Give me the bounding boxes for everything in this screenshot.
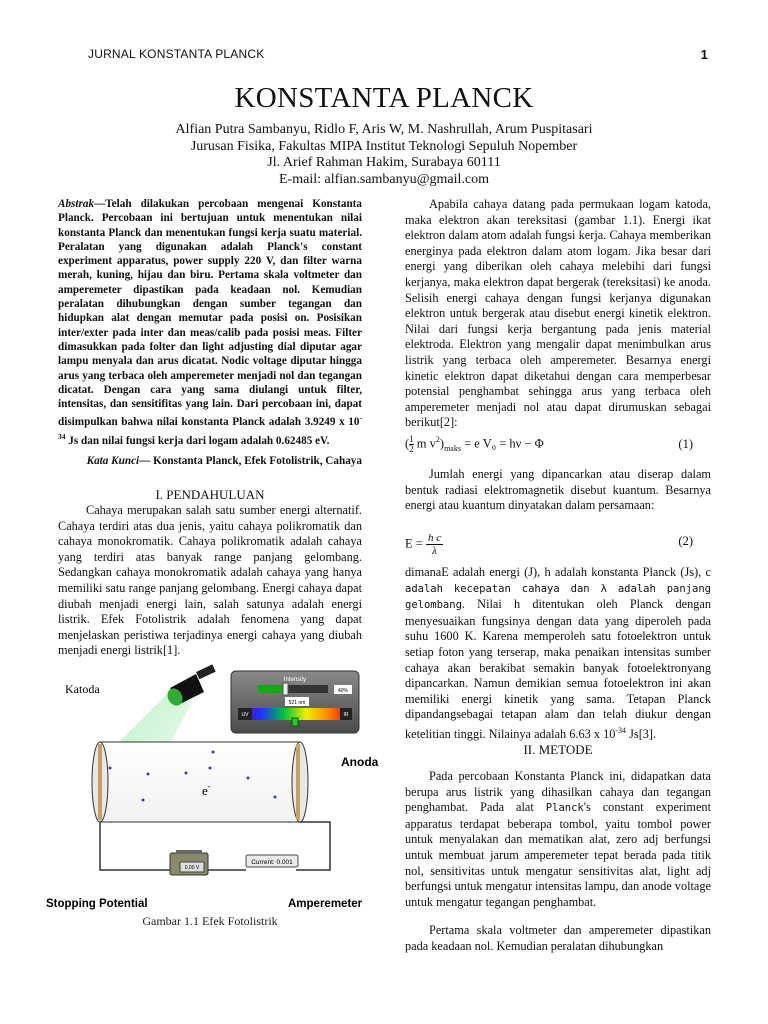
page-number: 1	[700, 47, 708, 62]
figure-caption: Gambar 1.1 Efek Fotolistrik	[142, 914, 278, 928]
ir-label: IR	[343, 712, 349, 718]
paragraph-planck: dimanaE adalah energi (J), h adalah konstanta Planck (Js), c adalah kecepatan cahaya dan λ adalah panjang gelombang. Nilai h ditentukan oleh Planck dengan menyesuaikan fungsinya dengan data yang diperoleh pada suhu 1600 K. Karena memperoleh satu fotoelektron untuk setiap foton yang terserap, maka penaikan intensitas sumber cahaya akan berakibat semakin banyak fotoelektronyang dipancarkan. Namun demikian semua fotoelektron ini akan memiliki energi kinetik yang sama. Tetapan Planck dipandangsebagai tetapan alam dan telah diukur dengan ketelitian tinggi. Nilainya adalah 6.63 x $10^{-34}$ Js[3].	[405, 565, 711, 742]
keywords-label: Kata Kunci	[86, 455, 140, 467]
email: E-mail: alfian.sambanyu@gmail.com	[279, 171, 489, 187]
keywords-text: — Konstanta Planck, Efek Fotolistrik, Cahaya	[139, 455, 362, 467]
electron-label: e-	[202, 782, 211, 798]
equation-1	[405, 435, 711, 455]
vacuum-tube	[92, 742, 308, 822]
label-anoda: Anoda	[341, 755, 379, 769]
equation-2-number: (2)	[678, 534, 693, 548]
running-header	[88, 47, 708, 63]
abstract	[58, 197, 362, 448]
label-katoda: Katoda	[65, 682, 100, 696]
battery-icon	[170, 850, 208, 875]
intensity-slider-handle[interactable]	[283, 683, 288, 695]
intro-paragraph: Cahaya merupakan salah satu sumber energi alternatif. Cahaya terdiri atas dua jenis, yaitu cahaya polikromatik dan cahaya monokromatik. Cahaya polikromatik adalah cahaya yang terdiri atas banyak range panjang gelombang. Sedangkan cahaya monokromatik adalah cahaya yang hanya memiliki satu range panjang gelombang. Energi cahaya dapat diubah menjadi energi lain, salah satunya adalah energi listrik. Efek Fotolistrik adalah fenomena yang dapat menjelaskan peristiwa terjadinya energi cahaya yang diubah menjadi energi listrik[1].	[58, 503, 362, 658]
intensity-title: Intensity	[283, 677, 307, 683]
equation-1-number: (1)	[678, 437, 693, 451]
equation-2	[405, 526, 711, 557]
uv-label: UV	[241, 712, 249, 718]
wavelength-slider-handle[interactable]	[292, 718, 298, 726]
abstract-text-end: Js dan nilai fungsi kerja dari logam adalah 0.62485 eV.	[65, 434, 330, 447]
paper-title: KONSTANTA PLANCK	[234, 82, 534, 114]
intensity-value: 40%	[337, 688, 349, 694]
keywords	[58, 455, 362, 467]
affiliation: Jurusan Fisika, Fakultas MIPA Institut Teknologi Sepuluh Nopember	[190, 138, 578, 154]
abstract-text: —Telah dilakukan percobaan mengenai Konstanta Planck. Percobaan ini bertujuan untuk menentukan nilai konstanta Planck dan menentukan fungsi kerja suatu material. Peralatan yang digunakan adalah Planck's constant experiment apparatus, power supply 220 V, dan filter warna merah, kuning, hijau dan biru. Pertama skala voltmeter dan amperemeter dipastikan pada keadaan nol. Kemudian peralatan dihubungkan dengan sumber tegangan dan hidupkan alat dengan memutar pada posisi on. Posisikan inter/exter pada inter dan meas/calib pada posisi meas. Filter dimasukkan pada folter dan light adjusting dial diputar agar lampu menyala dan arus dicatat. Nodic voltage diputar hingga arus yang terbaca oleh amperemeter menjadi nol dan tegangan dicatat. Dengan cara yang sama diulangi untuk filter, intensitas, dan sensitifitas yang lain. Dari percobaan ini, dapat disimpulkan bahwa nilai konstanta Planck adalah 3.9249 x 10	[58, 198, 362, 429]
equation-1-lhs: ( $\frac{1}{2}$ m $v^2)_{maks} = e$ V₀ = hν − Φ	[405, 434, 544, 454]
right-column-top	[405, 197, 711, 431]
voltage-readout: 0.00 V	[184, 865, 200, 871]
wire-right	[296, 822, 330, 870]
author-block	[0, 122, 768, 188]
intensity-panel	[231, 671, 359, 733]
address: Jl. Arief Rahman Hakim, Surabaya 60111	[267, 155, 501, 170]
author-names: Alfian Putra Sambanyu, Ridlo F, Aris W, M. Nashrullah, Arum Puspitasari	[175, 122, 593, 137]
paragraph-photoelectric: Apabila cahaya datang pada permukaan logam katoda, maka elektron akan tereksitasi (gambar 1.1). Energi ikat elektron dalam atom adalah fungsi kerja. Cahaya memberikan energinya pada elektron dalam atom logam. Jika besar dari energi yang diberikan oleh cahaya melebihi dari fungsi kerjanya, maka elektron dapat bergerak (tereksitasi) ke anoda. Selisih energi cahaya dengan fungsi kerjanya digunakan elektron untuk bergerak atau disebut energi kinetik elektron. Nilai dari fungsi kerja bergantung pada jenis material elektroda. Elektron yang mengalir dapat menimbulkan arus listrik yang terbaca oleh amperemeter. Besarnya energi kinetic elektron dapat diketahui dengan cara memperbesar potensial penghambat sehingga arus yang terbaca oleh amperemeter menjadi nol atau dapat dirumuskan sebagai berikut[2]:	[405, 197, 711, 430]
abstract-label: Abstrak	[58, 198, 95, 210]
section-heading-pendahuluan: I. PENDAHULUAN	[155, 487, 265, 502]
equation-2-lhs: E = $\frac{\text{h c}}{\lambda}$	[405, 532, 442, 557]
current-readout: Current: 0.001	[251, 859, 293, 866]
journal-name: JURNAL KONSTANTA PLANCK	[88, 47, 265, 61]
photoelectric-figure	[46, 660, 379, 915]
equation-1-rhs: = e V₀ = hν − Φ	[464, 436, 544, 451]
paragraph-planck-block	[405, 565, 711, 743]
paragraph-method: Pada percobaan Konstanta Planck ini, didapatkan data berupa arus listrik yang dihasilkan cahaya dan tegangan penghambat. Pada alat Planck's constant experiment apparatus terdapat beberapa tombol, yaitu tombol power untuk menyalakan dan mematikan alat, zero adj berfungsi untuk membuat jarum amperemeter tepat berada pada titik nol, sensitivitas untuk mengatur sensitivitas alat, light adj berfungsi untuk mengatur intensitas lampu, dan anode voltage untuk mengatur tegangan penghambat.	[405, 769, 712, 909]
label-amperemeter: Amperemeter	[288, 898, 363, 910]
label-stopping-potential: Stopping Potential	[46, 898, 148, 910]
section-heading-metode: II. METODE	[523, 742, 593, 757]
method-block	[405, 769, 711, 955]
abstract-exponent: -34	[58, 413, 362, 441]
wavelength-value: 521 nm	[288, 700, 306, 706]
paragraph-procedure: Pertama skala voltmeter dan amperemeter dipastikan pada keadaan nol. Kemudian peralatan dihubungkan	[405, 923, 711, 953]
ammeter-display	[246, 855, 298, 867]
wire-left	[100, 822, 170, 870]
paragraph-quantum-block	[405, 467, 711, 514]
paragraph-quantum: Jumlah energi yang dipancarkan atau diserap dalam bentuk radiasi elektromagnetik disebut kuantum. Besarnya energi atau kuantum dinyatakan dalam persamaan:	[405, 467, 711, 513]
